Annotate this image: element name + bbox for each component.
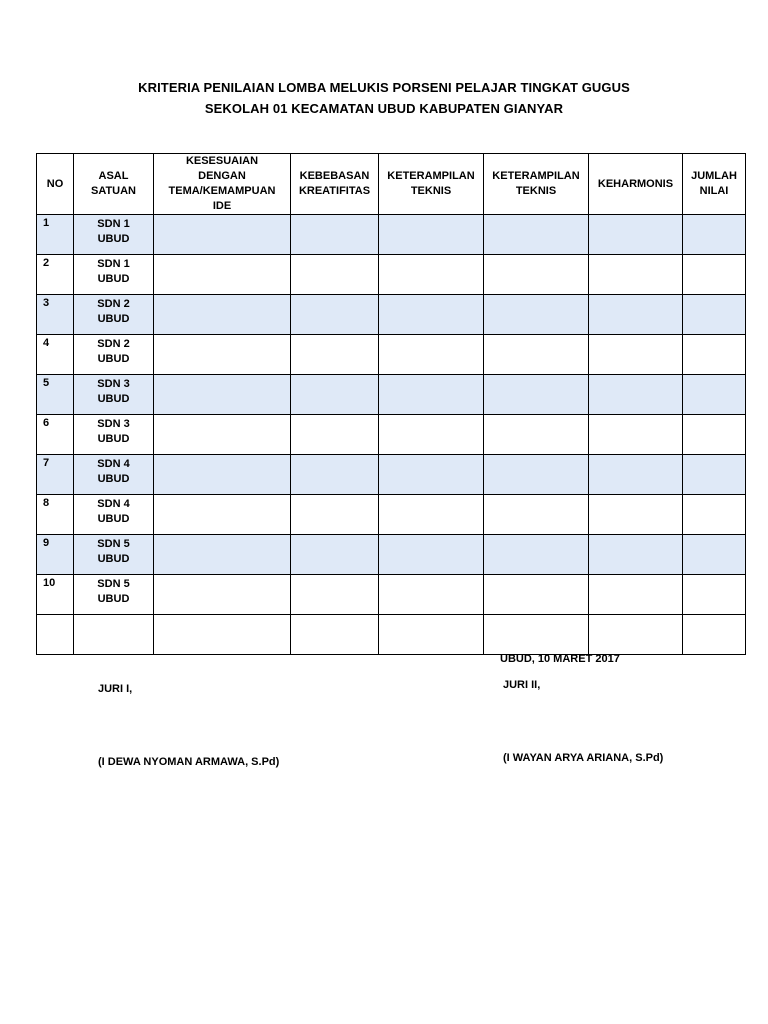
score-cell[interactable] xyxy=(291,455,379,495)
row-number: 8 xyxy=(37,495,74,535)
score-cell[interactable] xyxy=(484,375,589,415)
table-row xyxy=(37,375,746,415)
score-cell[interactable] xyxy=(154,415,291,455)
score-cell[interactable] xyxy=(379,335,484,375)
score-cell[interactable] xyxy=(484,455,589,495)
header-jumlah-nilai: JUMLAH NILAI xyxy=(683,154,746,215)
score-cell[interactable] xyxy=(154,215,291,255)
row-number: 7 xyxy=(37,455,74,495)
table-row xyxy=(37,575,746,615)
score-cell[interactable] xyxy=(484,215,589,255)
row-asal-satuan: SDN 1 UBUD xyxy=(74,255,154,295)
score-cell[interactable] xyxy=(589,575,683,615)
score-cell[interactable] xyxy=(379,295,484,335)
score-cell[interactable] xyxy=(154,575,291,615)
header-asal-satuan: ASAL SATUAN xyxy=(74,154,154,215)
score-cell[interactable] xyxy=(484,535,589,575)
score-cell[interactable] xyxy=(379,455,484,495)
score-cell[interactable] xyxy=(379,535,484,575)
score-cell[interactable] xyxy=(589,615,683,655)
juri1-label: JURI I, xyxy=(98,683,133,695)
score-cell[interactable] xyxy=(291,335,379,375)
score-cell[interactable] xyxy=(291,375,379,415)
score-cell[interactable] xyxy=(589,455,683,495)
score-cell[interactable] xyxy=(683,535,746,575)
table-row xyxy=(37,335,746,375)
score-cell[interactable] xyxy=(379,495,484,535)
score-cell[interactable] xyxy=(154,495,291,535)
document-title-line2: SEKOLAH 01 KECAMATAN UBUD KABUPATEN GIANYAR xyxy=(204,101,564,116)
score-cell[interactable] xyxy=(683,295,746,335)
table-row xyxy=(37,495,746,535)
score-cell[interactable] xyxy=(589,415,683,455)
score-cell[interactable] xyxy=(484,335,589,375)
score-cell[interactable] xyxy=(379,215,484,255)
score-cell[interactable] xyxy=(589,295,683,335)
scoring-table xyxy=(36,153,746,655)
score-cell[interactable] xyxy=(683,575,746,615)
score-cell[interactable] xyxy=(291,415,379,455)
score-cell[interactable] xyxy=(154,295,291,335)
score-cell[interactable] xyxy=(683,495,746,535)
header-keterampilan-1: KETERAMPILAN TEKNIS xyxy=(379,154,484,215)
table-header-row xyxy=(37,154,746,215)
score-cell[interactable] xyxy=(484,575,589,615)
score-cell[interactable] xyxy=(379,255,484,295)
row-asal-satuan: SDN 2 UBUD xyxy=(74,335,154,375)
table-row xyxy=(37,455,746,495)
juri2-label: JURI II, xyxy=(503,679,541,691)
row-number: 4 xyxy=(37,335,74,375)
row-asal-satuan xyxy=(74,615,154,655)
score-cell[interactable] xyxy=(291,615,379,655)
header-keharmonis: KEHARMONIS xyxy=(589,154,683,215)
score-cell[interactable] xyxy=(683,215,746,255)
score-cell[interactable] xyxy=(154,535,291,575)
score-cell[interactable] xyxy=(484,295,589,335)
row-asal-satuan: SDN 3 UBUD xyxy=(74,375,154,415)
table-row xyxy=(37,215,746,255)
row-asal-satuan: SDN 5 UBUD xyxy=(74,575,154,615)
score-cell[interactable] xyxy=(683,375,746,415)
row-number xyxy=(37,615,74,655)
score-cell[interactable] xyxy=(484,615,589,655)
table-row xyxy=(37,535,746,575)
score-cell[interactable] xyxy=(589,335,683,375)
row-asal-satuan: SDN 2 UBUD xyxy=(74,295,154,335)
signature-date: UBUD, 10 MARET 2017 xyxy=(500,653,620,665)
score-cell[interactable] xyxy=(589,255,683,295)
row-number: 6 xyxy=(37,415,74,455)
score-cell[interactable] xyxy=(154,335,291,375)
document-title-line1: KRITERIA PENILAIAN LOMBA MELUKIS PORSENI PELAJAR TINGKAT GUGUS xyxy=(138,80,630,95)
row-number: 1 xyxy=(37,215,74,255)
score-cell[interactable] xyxy=(291,495,379,535)
row-asal-satuan: SDN 5 UBUD xyxy=(74,535,154,575)
score-cell[interactable] xyxy=(589,535,683,575)
score-cell[interactable] xyxy=(484,495,589,535)
table-row xyxy=(37,415,746,455)
table-row xyxy=(37,255,746,295)
table-row xyxy=(37,295,746,335)
score-cell[interactable] xyxy=(589,495,683,535)
score-cell[interactable] xyxy=(291,535,379,575)
score-cell[interactable] xyxy=(589,375,683,415)
table-row xyxy=(37,615,746,655)
score-cell[interactable] xyxy=(291,575,379,615)
score-cell[interactable] xyxy=(683,415,746,455)
juri1-name: (I DEWA NYOMAN ARMAWA, S.Pd) xyxy=(98,756,280,768)
score-cell[interactable] xyxy=(291,255,379,295)
score-cell[interactable] xyxy=(484,255,589,295)
juri2-name: (I WAYAN ARYA ARIANA, S.Pd) xyxy=(503,752,664,764)
score-cell[interactable] xyxy=(154,615,291,655)
score-cell[interactable] xyxy=(154,255,291,295)
score-cell[interactable] xyxy=(154,455,291,495)
row-number: 5 xyxy=(37,375,74,415)
row-asal-satuan: SDN 4 UBUD xyxy=(74,455,154,495)
score-cell[interactable] xyxy=(291,295,379,335)
row-asal-satuan: SDN 3 UBUD xyxy=(74,415,154,455)
score-cell[interactable] xyxy=(683,255,746,295)
row-number: 2 xyxy=(37,255,74,295)
header-keterampilan-2: KETERAMPILAN TEKNIS xyxy=(484,154,589,215)
row-number: 10 xyxy=(37,575,74,615)
score-cell[interactable] xyxy=(589,215,683,255)
row-asal-satuan: SDN 4 UBUD xyxy=(74,495,154,535)
score-cell[interactable] xyxy=(379,415,484,455)
header-kebebasan: KEBEBASAN KREATIFITAS xyxy=(291,154,379,215)
row-number: 3 xyxy=(37,295,74,335)
score-cell[interactable] xyxy=(683,335,746,375)
score-cell[interactable] xyxy=(379,575,484,615)
score-cell[interactable] xyxy=(379,375,484,415)
header-no: NO xyxy=(37,154,74,215)
score-cell[interactable] xyxy=(379,615,484,655)
header-kesesuaian: KESESUAIAN DENGAN TEMA/KEMAMPUAN IDE xyxy=(154,154,291,215)
score-cell[interactable] xyxy=(154,375,291,415)
score-cell[interactable] xyxy=(484,415,589,455)
score-cell[interactable] xyxy=(291,215,379,255)
row-number: 9 xyxy=(37,535,74,575)
row-asal-satuan: SDN 1 UBUD xyxy=(74,215,154,255)
score-cell[interactable] xyxy=(683,455,746,495)
score-cell[interactable] xyxy=(683,615,746,655)
